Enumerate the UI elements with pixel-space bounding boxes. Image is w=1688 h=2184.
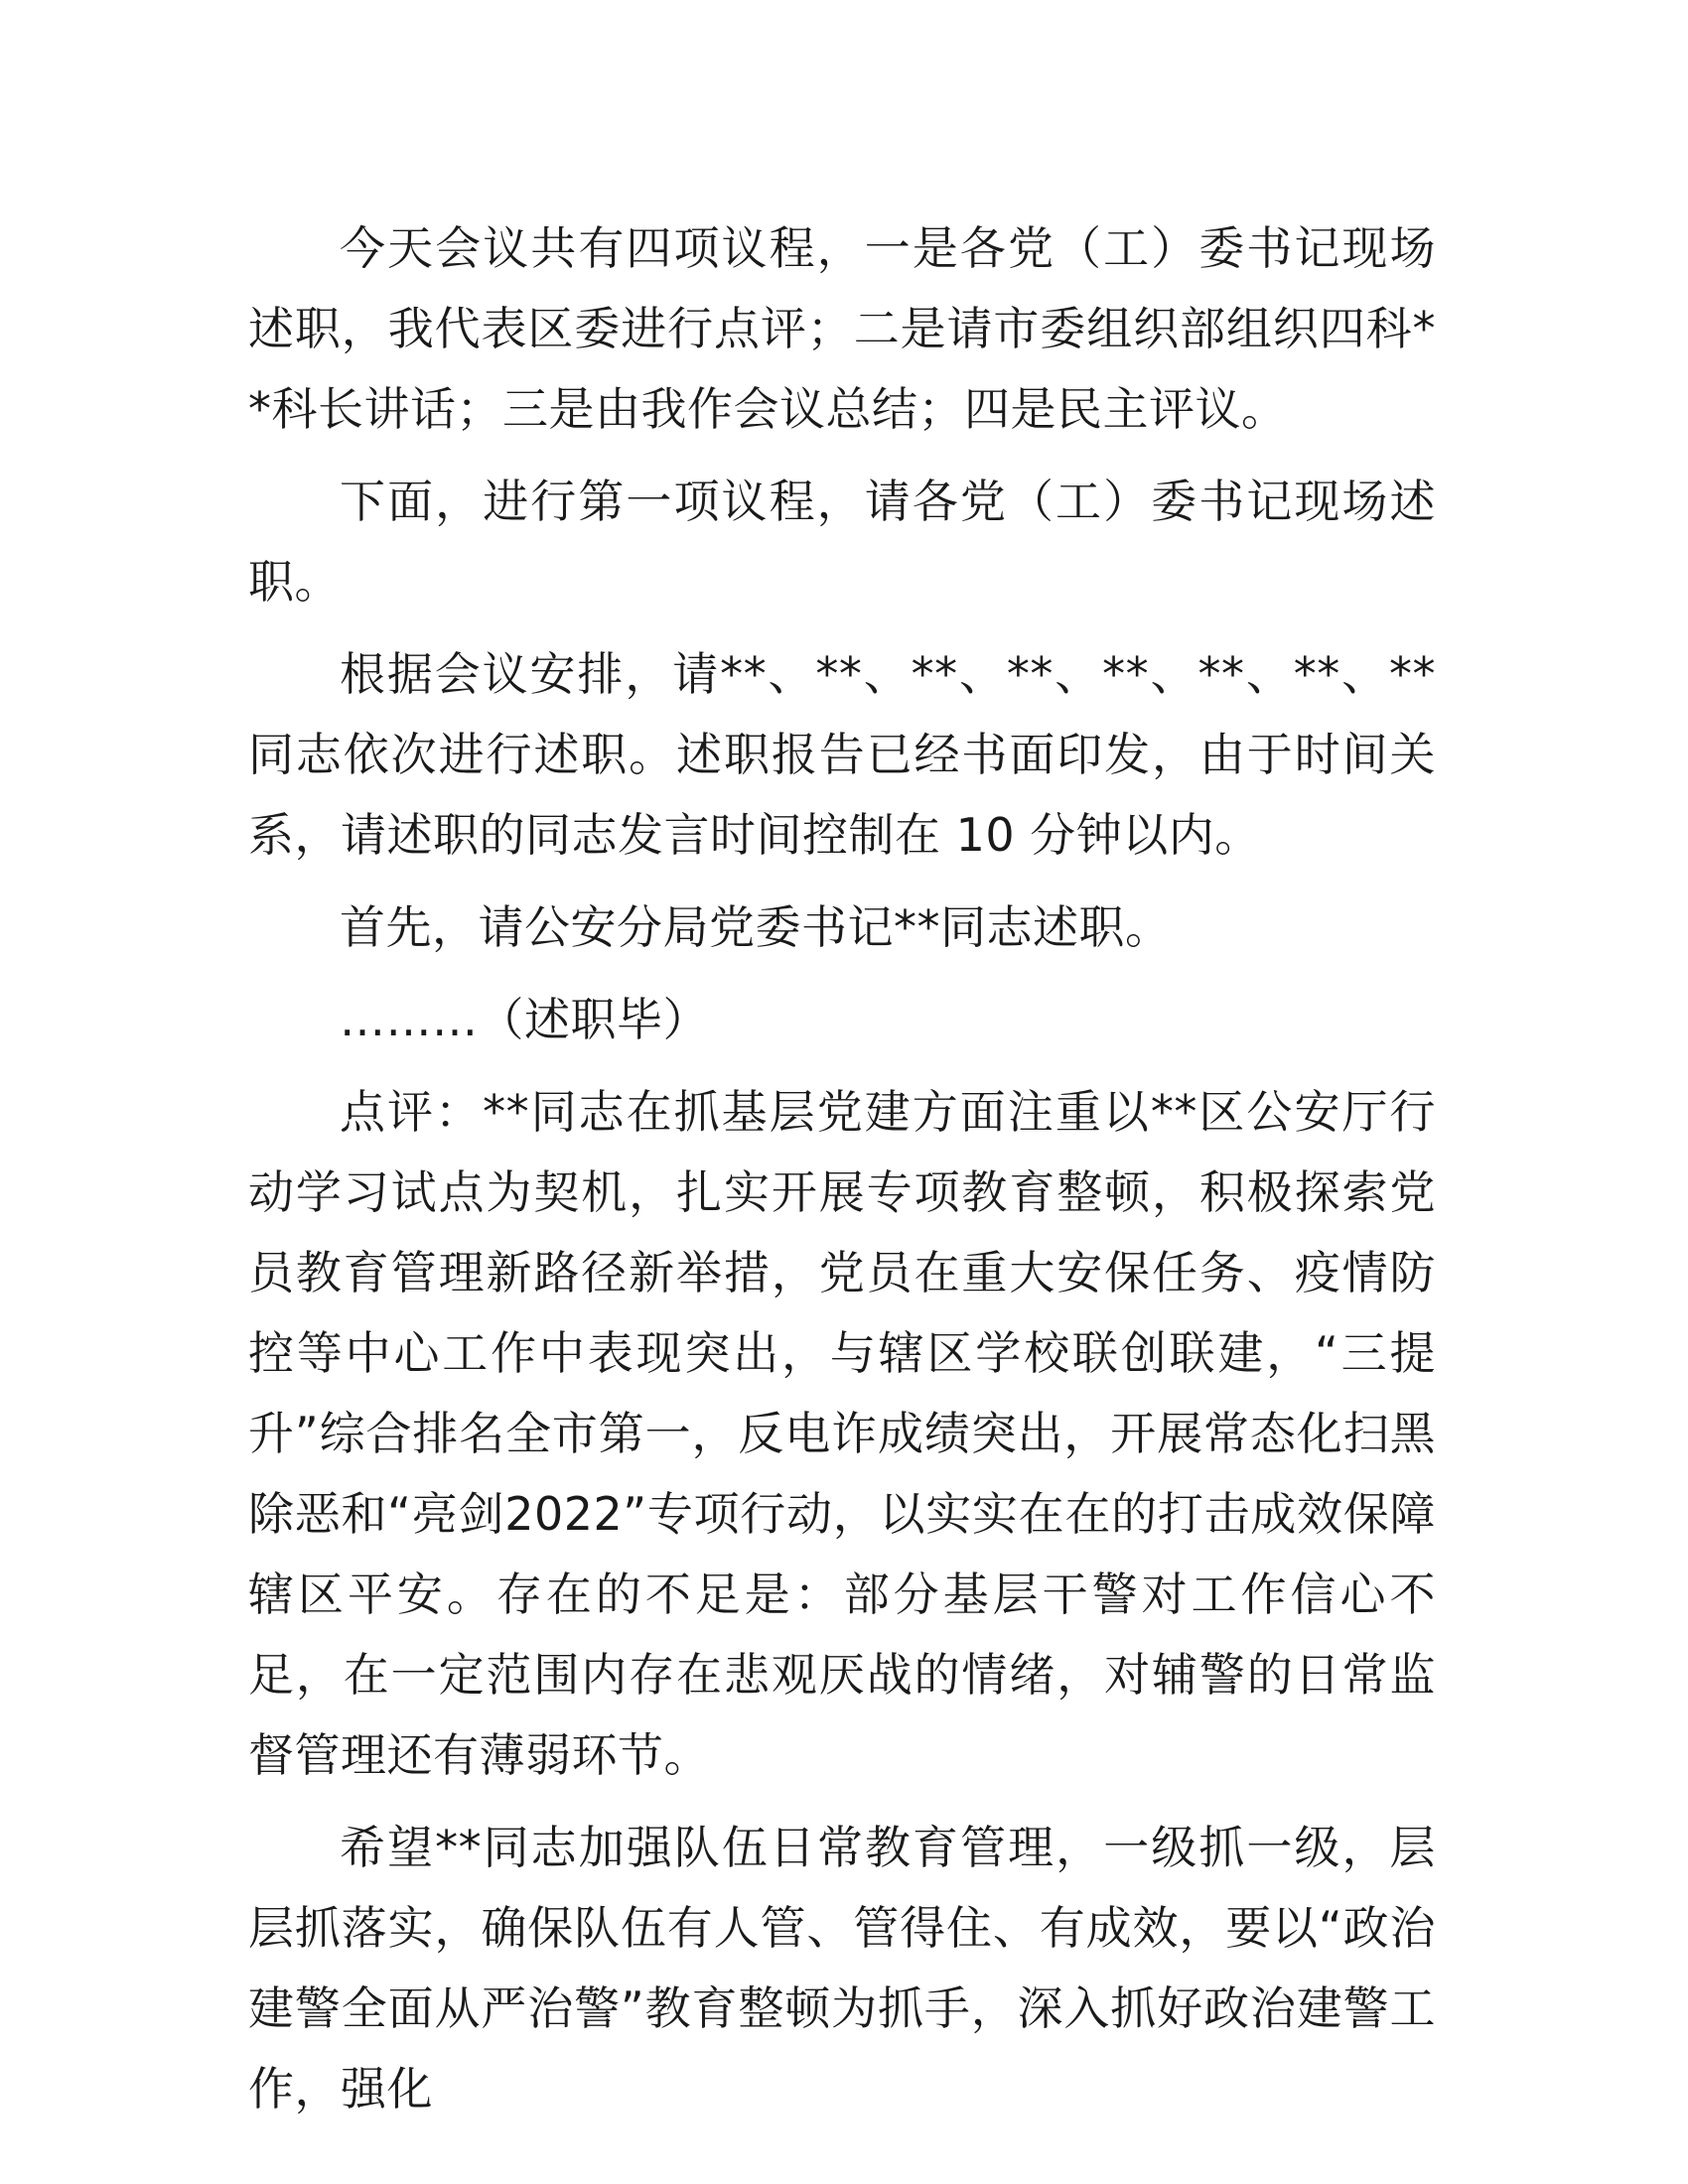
document-body [248,208,1436,2141]
paragraph-comment: 点评：**同志在抓基层党建方面注重以**区公安厅行动学习试点为契机，扎实开展专项教育整顿，积极探索党员教育管理新路径新举措，党员在重大安保任务、疫情防控等中心工作中表现突出，与辖区学校联创联建，“三提升”综合排名全市第一，反电诈成绩突出，开展常态化扫黑除恶和“亮剑2022”专项行动，以实实在在的打击成效保障辖区平安。存在的不足是：部分基层干警对工作信心不足，在一定范围内存在悲观厌战的情绪，对辅警的日常监督管理还有薄弱环节。 [248,1085,1436,1782]
paragraph-arrangement: 根据会议安排，请**、**、**、**、**、**、**、**同志依次进行述职。述职报告已经书面印发，由于时间关系，请述职的同志发言时间控制在 10 分钟以内。 [248,647,1436,862]
paragraph-agenda: 今天会议共有四项议程，一是各党（工）委书记现场述职，我代表区委进行点评；二是请市委组织部组织四科**科长讲话；三是由我作会议总结；四是民主评议。 [248,221,1436,436]
paragraph-speech-end: ………（述职毕） [340,993,709,1046]
paragraph-first-item: 下面，进行第一项议程，请各党（工）委书记现场述职。 [248,475,1436,609]
paragraph-first-speaker: 首先，请公安分局党委书记**同志述职。 [340,900,1172,954]
paragraph-hope: 希望**同志加强队伍日常教育管理，一级抓一级，层层抓落实，确保队伍有人管、管得住、有成效，要以“政治建警全面从严治警”教育整顿为抓手，深入抓好政治建警工作，强化 [248,1821,1436,2116]
